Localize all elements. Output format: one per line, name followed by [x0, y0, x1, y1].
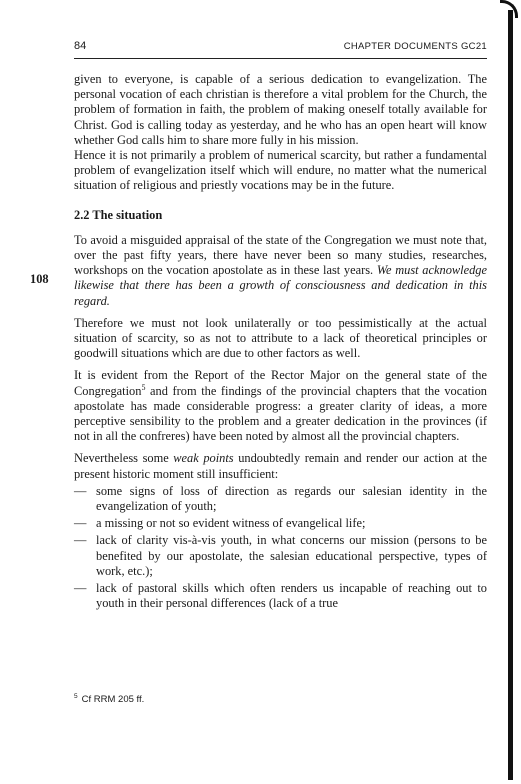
paragraph-5-before: It is evident from the Report of the Rector Major on the general state of the Congregation [74, 368, 487, 398]
dash-bullet: — [74, 483, 87, 498]
list-item [74, 533, 487, 579]
section-heading: 2.2 The situation [74, 207, 163, 222]
dash-bullet: — [74, 581, 87, 596]
paragraph-1: given to everyone, is capable of a serious dedication to evangelization. The personal vocation of each christian is therefore a vital problem for the Church, the problem of formation in faith, the problem of making oneself totally available for Christ. God is calling today as yesterday, and he who has an open heart will know whether God calls him to share more fully in his mission. [74, 72, 487, 147]
weak-points-list [74, 484, 487, 612]
marginal-paragraph-number: 108 [30, 272, 49, 286]
page-header [74, 38, 487, 59]
footnote [74, 693, 144, 705]
paragraph-3 [74, 233, 487, 309]
paragraph-3-emphasis: We must acknowledge likewise that there has been a growth of consciousness and dedication in this regard. [74, 263, 487, 308]
page-number: 84 [74, 40, 87, 52]
list-item [74, 484, 487, 514]
paragraph-2: Hence it is not primarily a problem of numerical scarcity, but rather a fundamental problem of evangelization itself which will endure, no matter what the numerical situation of religious and priestly vocations may be in the future. [74, 148, 487, 193]
paragraph-4: Therefore we must not look unilaterally or too pessimistically at the actual situation of scarcity, so as not to attribute to a lack of theoretical principles or goodwill situations which are due to other factors as well. [74, 315, 487, 361]
running-head: CHAPTER DOCUMENTS GC21 [343, 41, 487, 52]
paragraph-6-before: Nevertheless some [74, 451, 174, 466]
paragraph-6-emphasis: weak points [173, 451, 234, 466]
body-text [74, 72, 487, 614]
footnote-reference: 5 [141, 382, 146, 392]
footnote-mark: 5 [74, 693, 78, 700]
list-item [74, 516, 487, 531]
dash-bullet: — [74, 533, 87, 548]
paragraph-5-after: and from the findings of the provincial chapters that the vocation apostolate has made considerable progress: a greater clarity of ideas, a more perceptive sensibility to the problem and a greater dedication in the provinces (if not in all the confreres) have been noted by almost all the provincial chapters. [74, 383, 487, 444]
paragraph-6 [74, 451, 487, 481]
page-edge-shadow [508, 10, 513, 780]
footnote-text: Cf RRM 205 ff. [81, 694, 145, 706]
list-item-text: some signs of loss of direction as regards our salesian identity in the evangelization of youth; [96, 483, 487, 514]
dash-bullet: — [74, 516, 87, 531]
list-item [74, 581, 487, 611]
paragraph-5 [74, 368, 487, 444]
list-item-text: lack of pastoral skills which often renders us incapable of reaching out to youth in their personal differences (lack of a true [96, 581, 487, 611]
list-item-text: a missing or not so evident witness of evangelical life; [96, 516, 366, 531]
list-item-text: lack of clarity vis-à-vis youth, in what concerns our mission (persons to be benefited by our apostolate, the salesian educational perspective, types of work, etc.); [96, 533, 487, 578]
paragraph-3-text: To avoid a misguided appraisal of the state of the Congregation we must note that, over the past fifty years, there have never been so many studies, researches, workshops on the vocation apostolate as in these last years. [74, 232, 487, 278]
paragraph-6-after: undoubtedly remain and render our action at the present historic moment still insufficient: [74, 451, 487, 481]
